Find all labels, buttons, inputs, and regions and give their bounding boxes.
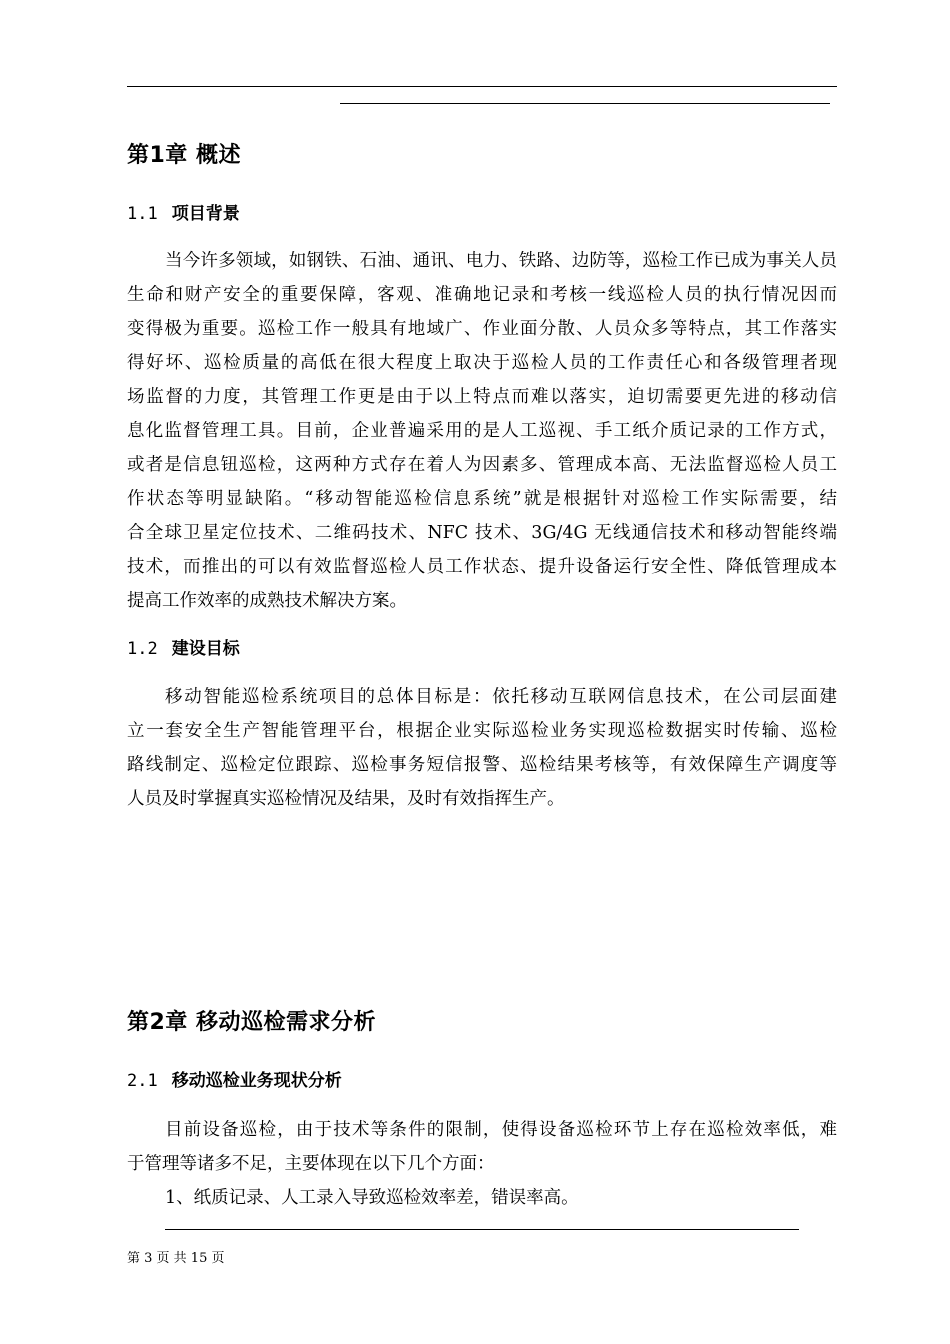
paragraph-line: 合全球卫星定位技术、二维码技术、NFC 技术、3G/4G 无线通信技术和移动智能终端 — [127, 523, 837, 543]
paragraph-line: 立一套安全生产智能管理平台，根据企业实际巡检业务实现巡检数据实时传输、巡检 — [127, 721, 837, 741]
section-title: 项目背景 — [171, 204, 240, 224]
paragraph-line: 移动智能巡检系统项目的总体目标是：依托移动互联网信息技术，在公司层面建 — [165, 687, 837, 707]
paragraph-line: 变得极为重要。巡检工作一般具有地域广、作业面分散、人员众多等特点，其工作落实 — [127, 319, 837, 339]
section-number: 2.1 — [127, 1071, 158, 1091]
paragraph-line: 人员及时掌握真实巡检情况及结果，及时有效指挥生产。 — [127, 789, 565, 809]
header-rule-top — [127, 86, 837, 87]
paragraph-line: 场监督的力度，其管理工作更是由于以上特点而难以落实，迫切需要更先进的移动信 — [127, 387, 837, 407]
section-2-1-heading — [127, 1066, 342, 1091]
section-number: 1.1 — [127, 204, 158, 224]
paragraph-line: 得好坏、巡检质量的高低在很大程度上取决于巡检人员的工作责任心和各级管理者现 — [127, 353, 837, 373]
section-1-2-heading — [127, 634, 240, 659]
section-1-1-heading — [127, 199, 240, 224]
section-title: 建设目标 — [171, 639, 240, 659]
paragraph-line: 或者是信息钮巡检，这两种方式存在着人为因素多、管理成本高、无法监督巡检人员工 — [127, 455, 837, 475]
paragraph-line: 作状态等明显缺陷。“移动智能巡检信息系统”就是根据针对巡检工作实际需要，结 — [127, 489, 837, 509]
paragraph-line: 路线制定、巡检定位跟踪、巡检事务短信报警、巡检结果考核等，有效保障生产调度等 — [127, 755, 837, 775]
page-number: 第 3 页 共 15 页 — [127, 1251, 225, 1266]
section-number: 1.2 — [127, 639, 158, 659]
paragraph-line: 技术，而推出的可以有效监督巡检人员工作状态、提升设备运行安全性、降低管理成本 — [127, 557, 837, 577]
footer-rule — [165, 1229, 799, 1230]
section-title: 移动巡检业务现状分析 — [171, 1071, 342, 1091]
paragraph-line: 当今许多领域，如钢铁、石油、通讯、电力、铁路、边防等，巡检工作已成为事关人员 — [165, 251, 837, 271]
paragraph-line: 生命和财产安全的重要保障，客观、准确地记录和考核一线巡检人员的执行情况因而 — [127, 285, 837, 305]
chapter-2-title: 第2章 移动巡检需求分析 — [127, 1010, 376, 1035]
paragraph-line: 于管理等诸多不足，主要体现在以下几个方面： — [127, 1154, 495, 1174]
header-rule-bottom — [340, 103, 830, 104]
chapter-1-title: 第1章 概述 — [127, 143, 241, 168]
paragraph-line: 目前设备巡检，由于技术等条件的限制，使得设备巡检环节上存在巡检效率低，难 — [165, 1120, 837, 1140]
paragraph-line: 提高工作效率的成熟技术解决方案。 — [127, 591, 407, 611]
list-item: 1、纸质记录、人工录入导致巡检效率差，错误率高。 — [165, 1188, 579, 1208]
paragraph-line: 息化监督管理工具。目前，企业普遍采用的是人工巡视、手工纸介质记录的工作方式， — [127, 421, 837, 441]
